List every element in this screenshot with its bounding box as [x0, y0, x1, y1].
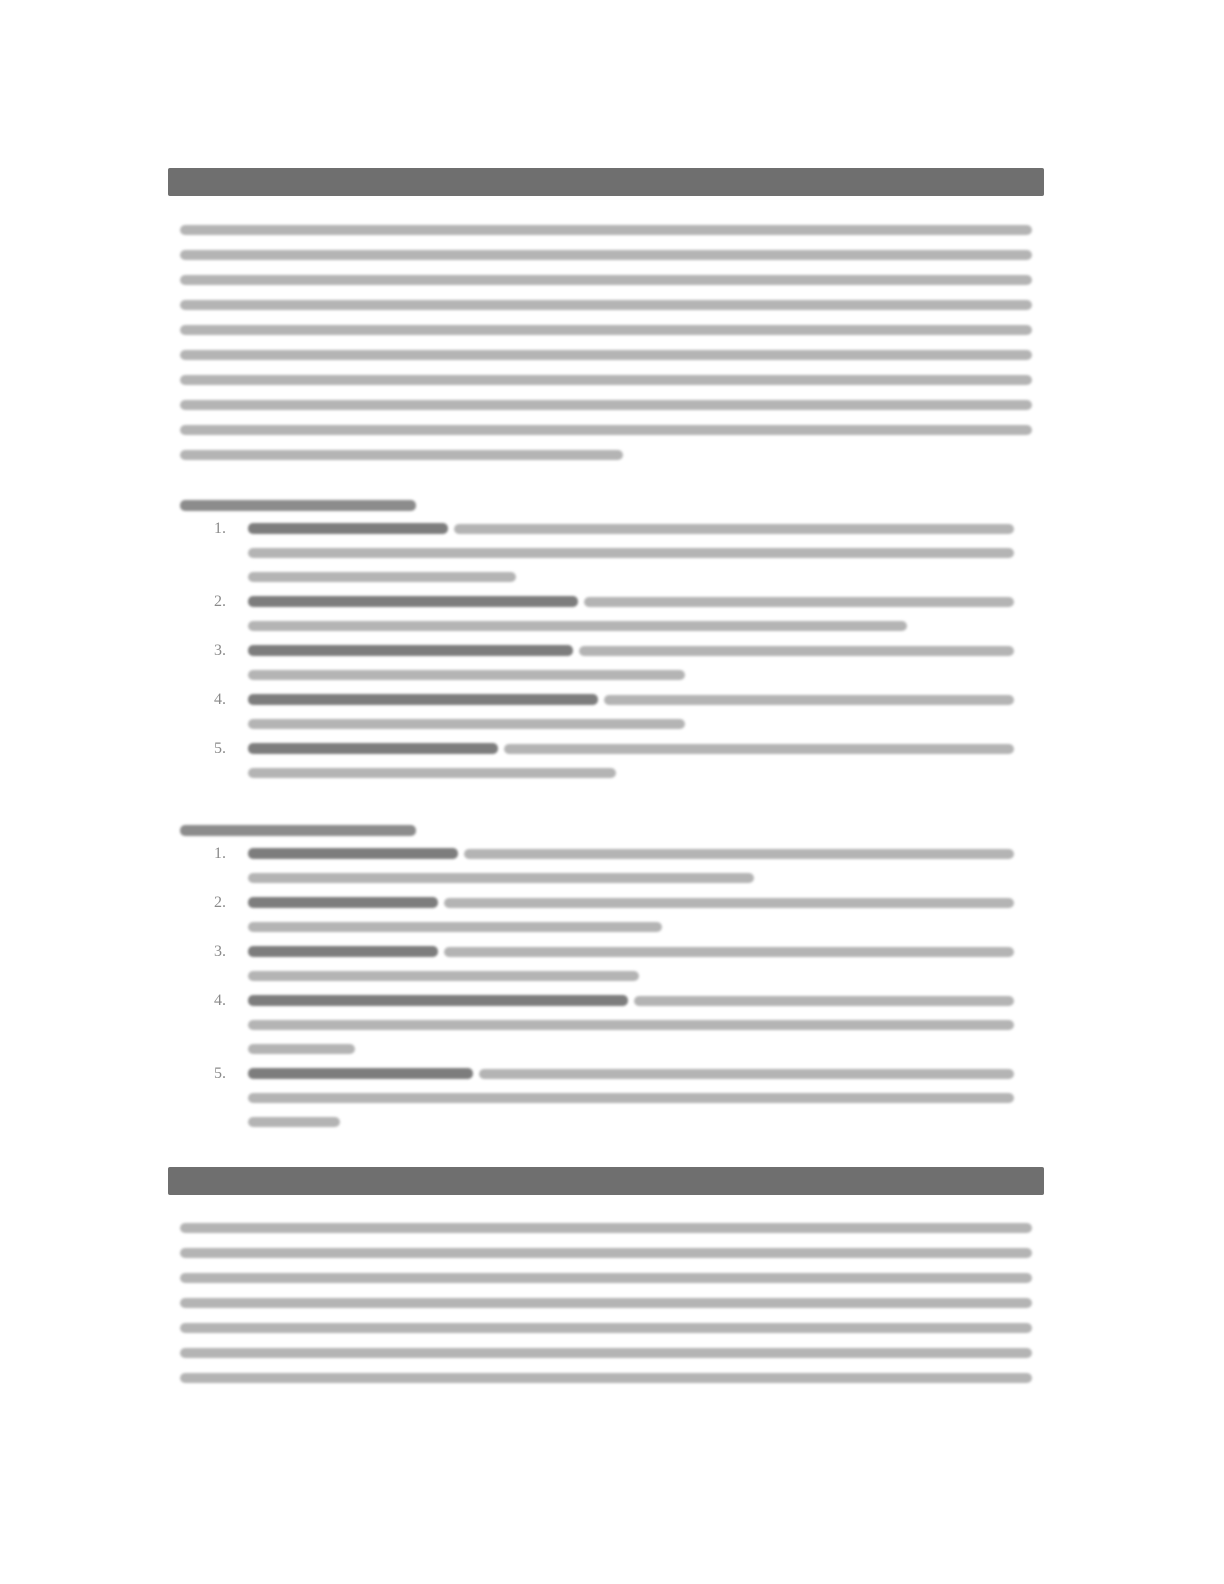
bold-label-blur	[248, 897, 438, 908]
text-line	[180, 375, 1032, 385]
list-item	[214, 992, 1014, 1054]
heading-blur	[180, 825, 416, 836]
text-line	[180, 325, 1032, 335]
text-line	[248, 621, 907, 631]
list-item	[214, 845, 1014, 883]
list-item	[214, 943, 1014, 981]
text-line	[180, 425, 1032, 435]
text-blur	[444, 898, 1014, 908]
text-line	[248, 768, 616, 778]
list-item	[214, 593, 1014, 631]
list-number: 3.	[214, 943, 226, 960]
text-line	[180, 450, 623, 460]
list-item	[214, 894, 1014, 932]
text-line	[180, 250, 1032, 260]
list-number: 3.	[214, 642, 226, 659]
list-number: 4.	[214, 992, 226, 1009]
text-blur	[444, 947, 1014, 957]
bold-label-blur	[248, 743, 498, 754]
text-blur	[454, 524, 1014, 534]
list-number: 1.	[214, 520, 226, 537]
list-number: 5.	[214, 740, 226, 757]
text-line	[180, 1373, 1032, 1383]
list-item	[214, 691, 1014, 729]
list-number: 2.	[214, 894, 226, 911]
bold-label-blur	[248, 694, 598, 705]
text-blur	[634, 996, 1014, 1006]
text-line	[180, 1348, 1032, 1358]
competencies-list	[214, 845, 1014, 1141]
text-line	[180, 400, 1032, 410]
text-line	[180, 300, 1032, 310]
text-line	[248, 572, 516, 582]
text-blur	[584, 597, 1014, 607]
item-row	[248, 995, 1014, 1006]
text-blur	[579, 646, 1014, 656]
text-line	[248, 670, 685, 680]
bold-label-blur	[248, 848, 458, 859]
competencies-heading	[180, 823, 416, 841]
text-line	[180, 1298, 1032, 1308]
text-line	[180, 1248, 1032, 1258]
item-row	[248, 897, 1014, 908]
list-number: 2.	[214, 593, 226, 610]
text-line	[248, 719, 685, 729]
list-number: 5.	[214, 1065, 226, 1082]
list-number: 1.	[214, 845, 226, 862]
list-item	[214, 520, 1014, 582]
list-item	[214, 642, 1014, 680]
text-line	[248, 922, 662, 932]
text-line	[248, 1020, 1014, 1030]
item-row	[248, 523, 1014, 534]
text-line	[248, 548, 1014, 558]
text-blur	[464, 849, 1014, 859]
item-row	[248, 694, 1014, 705]
bold-label-blur	[248, 946, 438, 957]
bold-label-blur	[248, 1068, 473, 1079]
bold-label-blur	[248, 995, 628, 1006]
section-header-bar	[168, 168, 1044, 196]
objectives-heading	[180, 498, 416, 516]
bold-label-blur	[248, 596, 578, 607]
item-row	[248, 743, 1014, 754]
item-row	[248, 848, 1014, 859]
intro-paragraph	[180, 225, 1032, 475]
text-line	[248, 1093, 1014, 1103]
item-row	[248, 645, 1014, 656]
text-line	[180, 225, 1032, 235]
item-row	[248, 1068, 1014, 1079]
list-item	[214, 740, 1014, 778]
text-blur	[604, 695, 1014, 705]
bold-label-blur	[248, 645, 573, 656]
text-line	[248, 1044, 355, 1054]
text-line	[248, 971, 639, 981]
text-blur	[504, 744, 1014, 754]
methodology-paragraph	[180, 1223, 1032, 1398]
heading-blur	[180, 500, 416, 511]
list-number: 4.	[214, 691, 226, 708]
section-header-bar	[168, 1167, 1044, 1195]
item-row	[248, 596, 1014, 607]
bold-label-blur	[248, 523, 448, 534]
list-item	[214, 1065, 1014, 1127]
objectives-list	[214, 520, 1014, 792]
text-line	[180, 350, 1032, 360]
text-line	[180, 1323, 1032, 1333]
text-line	[180, 1273, 1032, 1283]
text-line	[180, 275, 1032, 285]
text-line	[248, 1117, 340, 1127]
text-blur	[479, 1069, 1014, 1079]
item-row	[248, 946, 1014, 957]
text-line	[248, 873, 754, 883]
text-line	[180, 1223, 1032, 1233]
